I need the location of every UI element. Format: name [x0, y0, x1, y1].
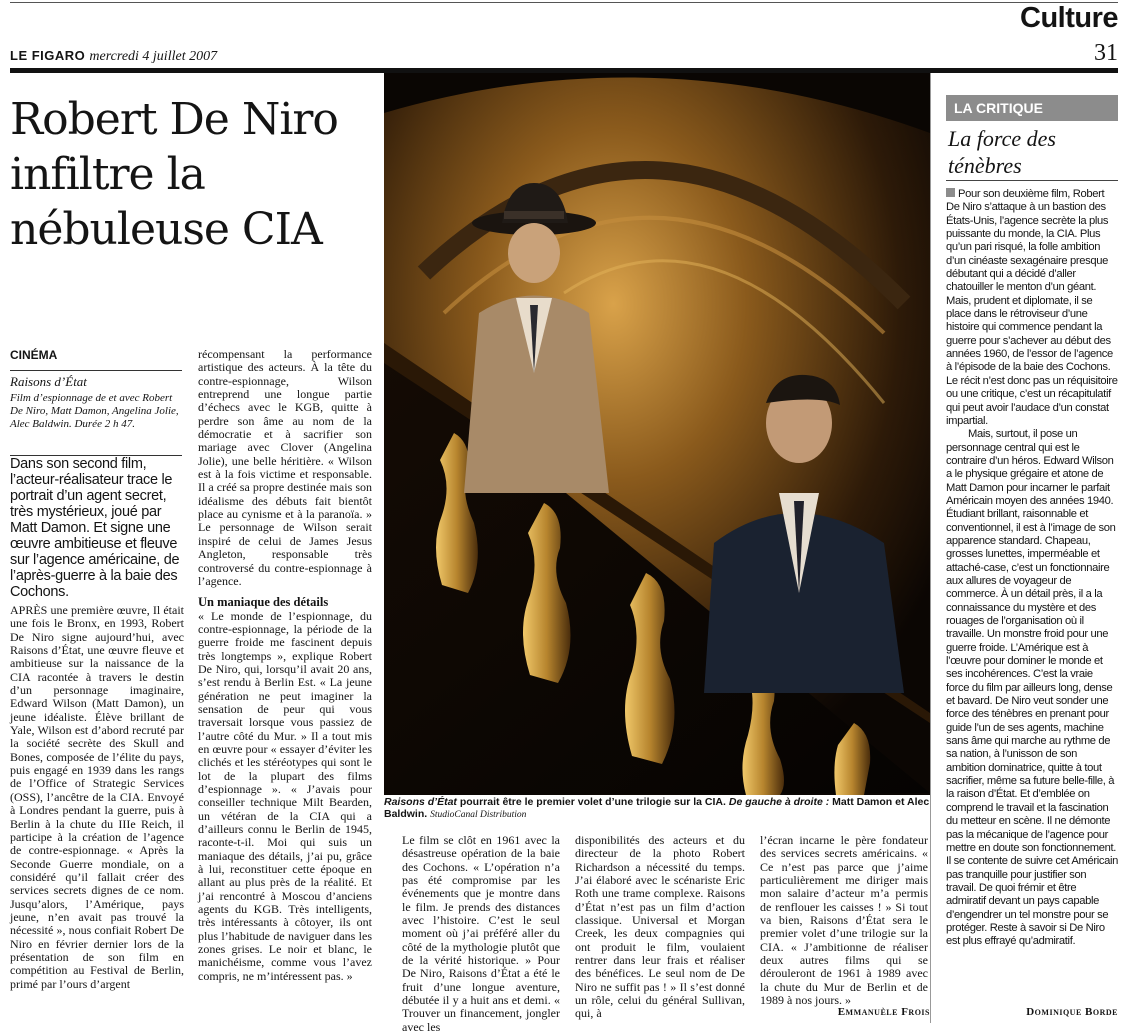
critique-paragraph-1 [946, 188, 1118, 428]
column-2-text: récompensant la performance artistique des acteurs. À la tête du contre-espionnage, Wilson entreprend une longue partie d’échecs avec le KGB, quitte à perdre son âme au nom de la démocratie et à sacrifier son mariage avec Clover (Angelina Jolie), une belle héritière. « Wilson est à la fois victime et responsable. Il a créé sa propre destinée mais son idéalisme des débuts fait bientôt place au cynisme et à la paranoïa. » Le personnage de Wilson serait inspiré de celui de James Jesus Angleton, responsable très controversé du contre-espionnage à l’agence. [198, 347, 372, 588]
square-bullet-icon [946, 188, 955, 197]
critique-text-1: Pour son deuxième film, Robert De Niro s’attaque à un bastion des États-Unis, l’agence secrète la plus puissante du monde, la CIA. Plus qu’un pari risqué, la folle ambition d’un cinéaste sexagénaire presque débutant qui a décidé d’aller chatouiller le menton d’un géant. Mais, prudent et diplomate, il se place dans le rétroviseur d’une histoire qui commence pendant la guerre pour s’achever au début des années 1960, de l’essor de l’agence à l’épisode de la baie des Cochons. Le récit n’est donc pas un réquisitoire ou une critique, c’est un récapitulatif qui peut avoir l’audace d’un constat impartial. [946, 188, 1118, 427]
article-kicker: CINÉMA [10, 348, 58, 362]
article-column-1: APRÈS une première œuvre, Il était une fois le Bronx, en 1993, Robert De Niro signe aujourd’hui, avec Raisons d’État, une œuvre fleuve et ambitieuse sur la naissance de la CIA racontée à travers le destin d’un personnage imaginaire, Edward Wilson (Matt Damon), un jeune idéaliste. Élève brillant de Yale, Wilson est d’abord recruté par la société secrète des Skull and Bones, composée de l’élite du pays, puis engagé en 1939 dans les rangs de l’Office of Strategic Services (OSS), l’ancêtre de la CIA. Envoyé à Londres pendant la guerre, puis à Berlin à la chute du IIIe Reich, il participe à la création de l’agence de contre-espionnage. « Après la Seconde Guerre mondiale, on a considéré qu’il fallait créer des services secrets dignes de ce nom. Jusqu’alors, l’Amérique, pays jeune, n’en avait pas trouvé la nécessité », nous confiait Robert De Niro en février dernier lors de la présentation de son film en compétition au Festival de Berlin, primé par l’ours d’argent [10, 603, 184, 991]
top-rule [10, 2, 1118, 3]
article-column-5: l’écran incarne le père fondateur des services secrets américains. « Ce n’est pas parce que j’aime particulièrement me diriger mais mon salaire d’acteur m’a permis de renflouer les caisses ! » Si tout va bien, Raisons d’État sera le premier volet d’une trilogie sur la CIA. « J’ambitionne de réaliser deux autres films qui se dérouleront de 1961 à 1989 avec la chute du Mur de Berlin et de 1989 à nos jours. » [760, 833, 928, 1008]
masthead [10, 48, 217, 65]
divider [946, 180, 1118, 181]
section-title: Culture [1020, 2, 1118, 34]
caption-film-title: Raisons d’État [384, 796, 457, 808]
caption-text: pourrait être le premier volet d’une trilogie sur la CIA. [459, 796, 726, 808]
article-column-4: disponibilités des acteurs et du directeur de la photo Robert Richardson a nécessité du temps. J’ai élaboré avec le scénariste Eric Roth une trame complexe. Raisons d’État n’est pas un film d’action classique. Universal et Morgan Creek, les deux compagnies qui ont produit le film, voulaient rentrer dans leur frais et réaliser des bénéfices. Le seul nom de De Niro ne suffit pas ! » Il s’est donné un rôle, celui du général Sullivan, qui, à [575, 833, 745, 1021]
divider [10, 370, 182, 371]
critique-paragraph-2 [946, 428, 1118, 948]
subheading: Un maniaque des détails [198, 595, 329, 610]
article-author: Emmanuèle Frois [837, 1006, 930, 1018]
film-title: Raisons d’État [10, 374, 87, 389]
critique-body [946, 188, 1118, 949]
critique-text-2: Mais, surtout, il pose un personnage central qui est le contraire d’un héros. Edward Wilson a le physique grégaire et atone de Matt Damon pour incarner le parfait Américain moyen des années 1940. Étudiant brillant, raisonnable et conventionnel, il est à l’image de son apparence standard. Chapeau, grosses lunettes, imperméable et attaché-case, c’est un fonctionnaire aux allures de voyageur de commerce. À un détail près, il a la connaissance du mystère et des rouages de l’organisation où il travaille. Un monstre froid pour une guerre froide. L’Amérique est à l’œuvre pour dominer le monde et ses incohérences. C’est la vraie force du film par ailleurs long, dense et bavard. De Niro veut sonder une force des ténèbres en prenant pour guide l’un de ses agents, machine sans âme qui marche au rythme de sa nation, à l’unisson de son ambition dominatrice, quitte à tout sacrifier, même sa future belle-fille, à la raison d’État. Et d’emblée on comprend le travail et la fascination du metteur en scène. Il ne démonte pas la mécanique de l’agence pour mettre en doute son fonctionnement. Il se contente de suivre cet Américain pas tranquille pour justifier son travail. De quoi frémir et être admiratif devant un pays capable d’engendrer un tel monstre pour se protéger. Reste à savoir si De Niro est plus effrayé qu’admiratif. [946, 428, 1119, 948]
photo-caption [384, 796, 930, 821]
critique-author: Dominique Borde [1026, 1006, 1118, 1018]
column-2-text-cont: « Le monde de l’espionnage, du contre-espionnage, la période de la guerre froide me fascinent depuis très longtemps », explique Robert De Niro, qui, lorsqu’il avait 20 ans, s’est rendu à Berlin Est. « La jeune génération ne peut imaginer la sensation de peur qui vous traversait lorsque vous passiez de l’autre côté du Mur. » Il a tout mis en œuvre pour « essayer d’éviter les clichés et les stéréotypes qui sont le lot de la plupart des films d’espionnage ». « J’avais pour conseiller technique Milt Bearden, un vétéran de la CIA qui a d’ailleurs connu le Berlin de 1945, raconte-t-il. Moi qui suis un maniaque des détails, j’ai pu, grâce à lui, reconstituer cette époque en allant au plus près de la réalité. Et j’ai rencontré à Moscou d’anciens agents du KGB. Très intelligents, très intéressants à côtoyer, ils ont plus l’habitude de naviguer dans les zones grises. Le noir et blanc, le manichéisme, comme vous l’avez compris, ne m’intéressent pas. » [198, 608, 372, 983]
caption-names: Matt Damon et Alec Baldwin. [384, 796, 930, 820]
article-column-2 [198, 348, 372, 983]
critique-label: LA CRITIQUE [946, 95, 1118, 121]
critique-title: La force des ténèbres [948, 126, 1056, 178]
photo-credit: StudioCanal Distribution [430, 810, 527, 820]
article-lead: Dans son second film, l’acteur-réalisateur trace le portrait d’un agent secret, très mystérieux, joué par Matt Damon. Et signe une œuvre ambitieuse et fleuve sur l’agence américaine, de l’après-guerre à la baie des Cochons. [10, 456, 180, 600]
newspaper-name: LE FIGARO [10, 48, 86, 63]
article-column-3: Le film se clôt en 1961 avec la désastreuse opération de la baie des Cochons. « L’opération n’a pas été compromise par les événements que je montre dans le film. Je prends des distances avec l’histoire. C’est le seul moment où j’ai préféré aller du côté de la mythologie plutôt que de la vérité historique. » Pour De Niro, Raisons d’État a été le fruit d’une longue aventure, débutée il y a huit ans et demi. « Trouver un financement, jongler avec les [402, 833, 560, 1034]
column-divider [930, 73, 931, 1023]
issue-date: mercredi 4 juillet 2007 [89, 49, 218, 64]
page-number: 31 [1094, 40, 1118, 66]
caption-label: De gauche à droite : [728, 796, 830, 808]
article-headline: Robert De Niro infiltre la nébuleuse CIA [10, 94, 338, 255]
film-still-photo [384, 73, 930, 795]
film-info: Film d’espionnage de et avec Robert De Niro, Matt Damon, Angelina Jolie, Alec Baldwin. Durée 2 h 47. [10, 392, 179, 430]
